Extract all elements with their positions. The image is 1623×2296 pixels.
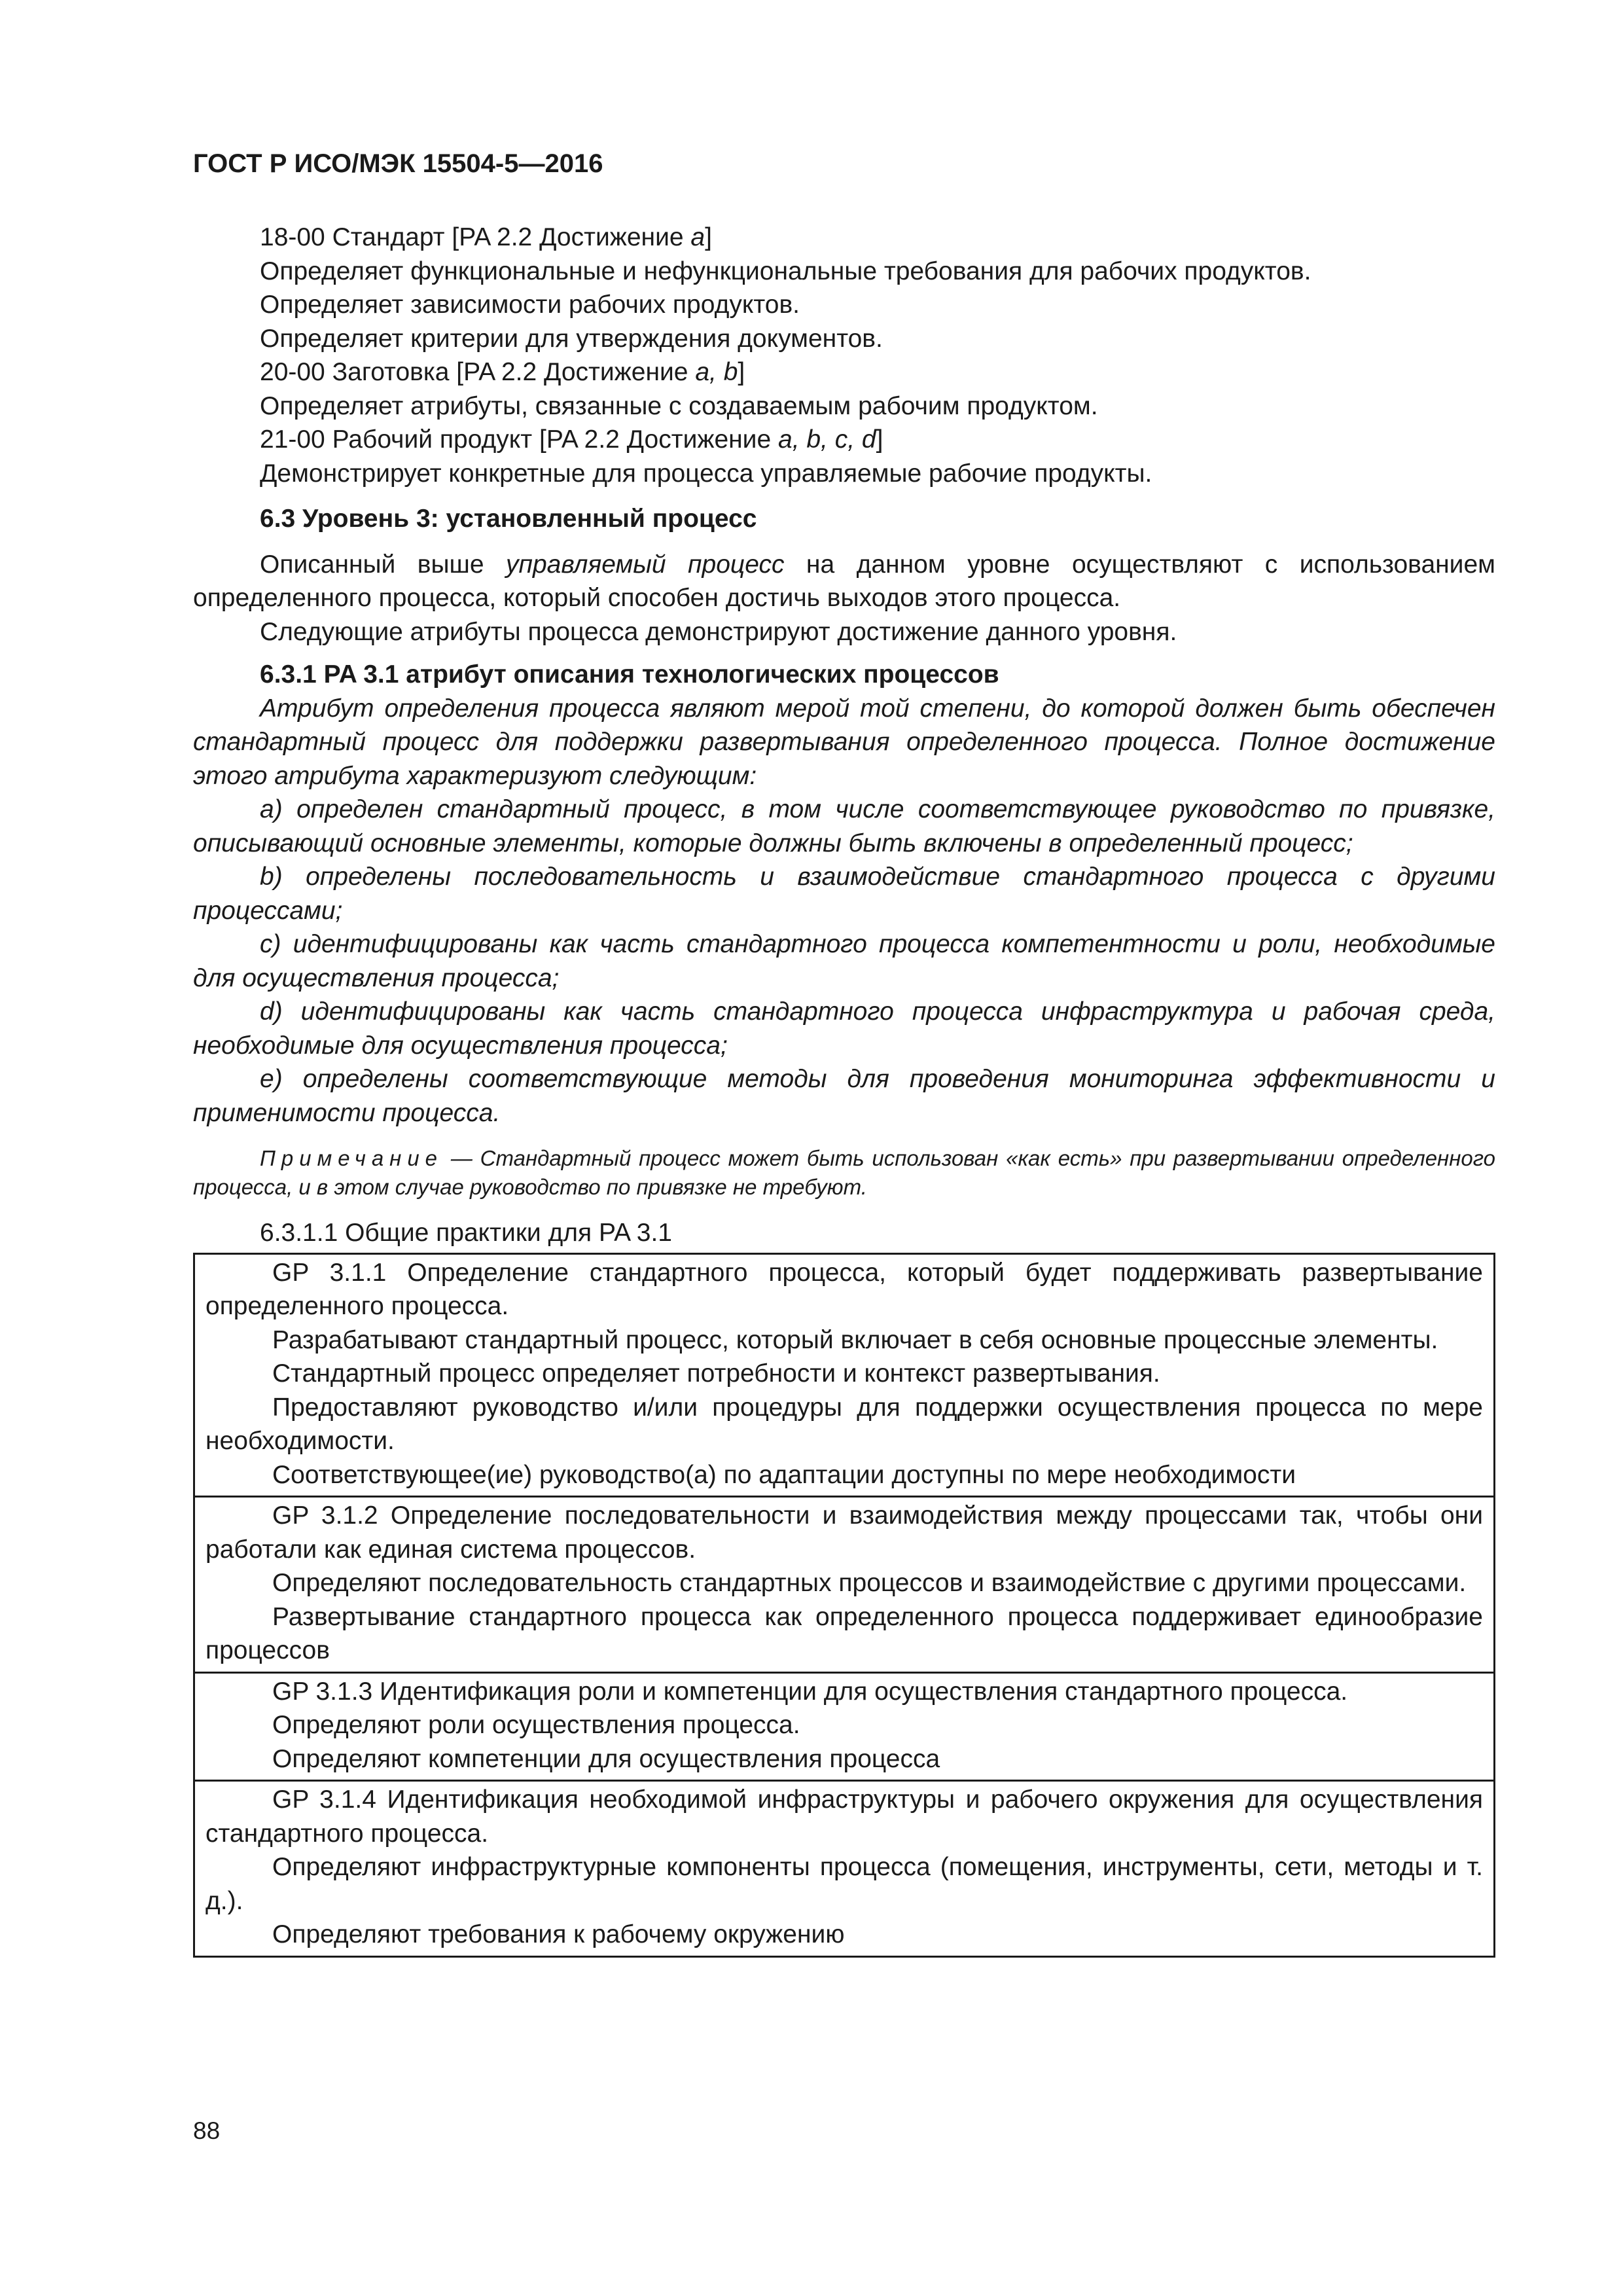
practice-line: Соответствующее(ие) руководство(а) по адаптации доступны по мере необходимости (272, 1460, 1296, 1489)
work-product-line: Определяет атрибуты, связанные с создаваемым рабочим продуктом. (260, 391, 1098, 420)
table-cell (194, 1497, 1495, 1673)
attribute-item: b) определены последовательность и взаимодействие стандартного процесса с другими процессами; (193, 863, 1495, 925)
table-row (194, 1672, 1495, 1781)
attribute-item: a) определен стандартный процесс, в том числе соответствующее руководство по привязке, описывающий основные элементы, которые должны быть включены в определенный процесс; (193, 795, 1495, 857)
work-product-line: 20-00 Заготовка [PA 2.2 Достижение a, b] (260, 358, 745, 386)
practice-title: GP 3.1.3 Идентификация роли и компетенции для осуществления стандартного процесса. (272, 1677, 1348, 1706)
work-products-list (193, 221, 1495, 490)
document-page (193, 0, 1495, 2296)
note-label: Примечание (260, 1146, 444, 1170)
note (193, 1144, 1495, 1202)
work-product-line: 21-00 Рабочий продукт [PA 2.2 Достижение a, b, c, d] (260, 425, 883, 454)
attribute-item: d) идентифицированы как часть стандартного процесса инфраструктура и рабочая среда, необходимые для осуществления процесса; (193, 997, 1495, 1060)
work-product-line: Определяет зависимости рабочих продуктов. (260, 291, 800, 319)
work-product-line: Определяет функциональные и нефункциональные требования для рабочих продуктов. (260, 257, 1311, 285)
practice-line: Определяют компетенции для осуществления процесса (272, 1744, 940, 1773)
note-text: — Стандартный процесс может быть использован «как есть» при развертывании определенного процесса, и в этом случае руководство по привязке не требуют. (193, 1146, 1495, 1199)
table-cell (194, 1253, 1495, 1497)
practice-line: Определяют инфраструктурные компоненты процесса (помещения, инструменты, сети, методы и т. д.). (205, 1853, 1483, 1915)
table-cell (194, 1672, 1495, 1781)
practice-title: GP 3.1.2 Определение последовательности и взаимодействия между процессами так, чтобы они работали как единая система процессов. (205, 1501, 1483, 1564)
practice-line: Определяют роли осуществления процесса. (272, 1711, 800, 1739)
work-product-line: 18-00 Стандарт [PA 2.2 Достижение a] (260, 223, 712, 251)
work-product-line: Демонстрирует конкретные для процесса управляемые рабочие продукты. (260, 459, 1152, 488)
table-row (194, 1781, 1495, 1957)
practice-line: Стандартный процесс определяет потребности и контекст развертывания. (272, 1359, 1160, 1388)
section-heading-6-3-1: 6.3.1 PA 3.1 атрибут описания технологических процессов (260, 660, 999, 689)
section-heading-6-3: 6.3 Уровень 3: установленный процесс (260, 505, 757, 533)
attribute-item: e) определены соответствующие методы для проведения мониторинга эффективности и применимости процесса. (193, 1065, 1495, 1127)
page-number: 88 (193, 2117, 221, 2144)
section-6-3-paragraph: Описанный выше управляемый процесс на данном уровне осуществляют с использованием определенного процесса, который способен достичь выходов этого процесса. (193, 550, 1495, 612)
section-6-3-paragraph: Следующие атрибуты процесса демонстрируют достижение данного уровня. (260, 617, 1177, 646)
practice-line: Разрабатывают стандартный процесс, который включает в себя основные процессные элементы. (272, 1325, 1438, 1354)
practice-line: Определяют последовательность стандартных процессов и взаимодействие с другими процессами. (272, 1569, 1467, 1597)
practice-line: Определяют требования к рабочему окружению (272, 1920, 845, 1948)
table-row (194, 1253, 1495, 1497)
table-cell (194, 1781, 1495, 1957)
generic-practices-table (193, 1253, 1495, 1958)
page-content (193, 221, 1495, 1958)
practice-line: Развертывание стандартного процесса как определенного процесса поддерживает единообразие процессов (205, 1602, 1483, 1664)
work-product-line: Определяет критерии для утверждения документов. (260, 324, 883, 353)
practice-title: GP 3.1.4 Идентификация необходимой инфраструктуры и рабочего окружения для осуществления стандартного процесса. (205, 1785, 1483, 1848)
table-row (194, 1497, 1495, 1673)
document-header: ГОСТ Р ИСО/МЭК 15504-5—2016 (193, 149, 603, 178)
attribute-item: c) идентифицированы как часть стандартного процесса компетентности и роли, необходимые для осуществления процесса; (193, 930, 1495, 992)
practice-line: Предоставляют руководство и/или процедуры для поддержки осуществления процесса по мере необходимости. (205, 1393, 1483, 1455)
attribute-intro: Атрибут определения процесса являют мерой той степени, до которой должен быть обеспечен стандартный процесс для поддержки развертывания определенного процесса. Полное достижение этого атрибута характеризуют следующим: (193, 694, 1495, 790)
practices-heading: 6.3.1.1 Общие практики для PA 3.1 (260, 1219, 672, 1247)
practice-title: GP 3.1.1 Определение стандартного процесса, который будет поддерживать развертывание определенного процесса. (205, 1258, 1483, 1320)
